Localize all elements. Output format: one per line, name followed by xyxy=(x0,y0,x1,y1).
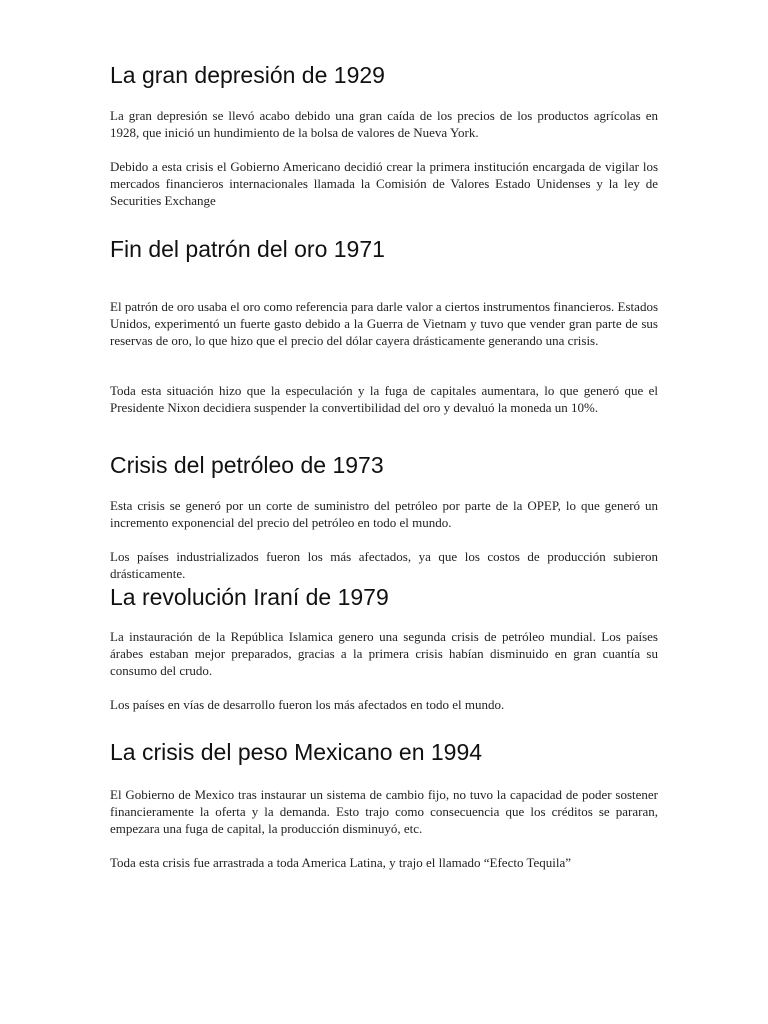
section-paragraph: La instauración de la República Islamica genero una segunda crisis de petróleo mundial. Los países árabes estaban mejor preparados, gracias a la primera crisis habían disminuido en gran cuantía su consumo del crudo. xyxy=(110,629,658,678)
section-heading: Fin del patrón del oro 1971 xyxy=(110,236,385,262)
section-1973 xyxy=(110,451,658,581)
section-paragraph: Debido a esta crisis el Gobierno Americano decidió crear la primera institución encargada de vigilar los mercados financieros internacionales llamada la Comisión de Valores Estado Unidenses y la ley de Securities Exchange xyxy=(110,159,658,208)
section-paragraph: Toda esta situación hizo que la especulación y la fuga de capitales aumentara, lo que generó que el Presidente Nixon decidiera suspender la convertibilidad del oro y devaluó la moneda un 10%. xyxy=(110,383,658,415)
section-paragraph: El patrón de oro usaba el oro como referencia para darle valor a ciertos instrumentos financieros. Estados Unidos, experimentó un fuerte gasto debido a la Guerra de Vietnam y tuvo que vender gran parte de sus reservas de oro, lo que hizo que el precio del dólar cayera drásticamente generando una crisis. xyxy=(110,299,658,348)
section-paragraph: Los países en vías de desarrollo fueron los más afectados en todo el mundo. xyxy=(110,697,505,712)
section-1994 xyxy=(110,738,658,870)
section-1929 xyxy=(110,61,658,208)
section-paragraph: Toda esta crisis fue arrastrada a toda America Latina, y trajo el llamado “Efecto Tequila” xyxy=(110,855,572,870)
section-paragraph: Los países industrializados fueron los más afectados, ya que los costos de producción subieron drásticamente. xyxy=(110,549,658,581)
section-heading: La crisis del peso Mexicano en 1994 xyxy=(110,739,483,765)
section-1979 xyxy=(110,583,658,712)
section-heading: Crisis del petróleo de 1973 xyxy=(110,452,384,478)
section-heading: La revolución Iraní de 1979 xyxy=(110,584,389,610)
section-heading: La gran depresión de 1929 xyxy=(110,62,385,88)
section-paragraph: El Gobierno de Mexico tras instaurar un sistema de cambio fijo, no tuvo la capacidad de poder sostener financieramente la oferta y la demanda. Esto trajo como consecuencia que los créditos se pararan, empezara una fuga de capital, la producción disminuyó, etc. xyxy=(110,787,658,836)
section-paragraph: Esta crisis se generó por un corte de suministro del petróleo por parte de la OPEP, lo que generó un incremento exponencial del precio del petróleo en todo el mundo. xyxy=(110,498,658,530)
section-paragraph: La gran depresión se llevó acabo debido una gran caída de los precios de los productos agrícolas en 1928, que inició un hundimiento de la bolsa de valores de Nueva York. xyxy=(110,108,658,140)
section-1971 xyxy=(110,235,658,415)
